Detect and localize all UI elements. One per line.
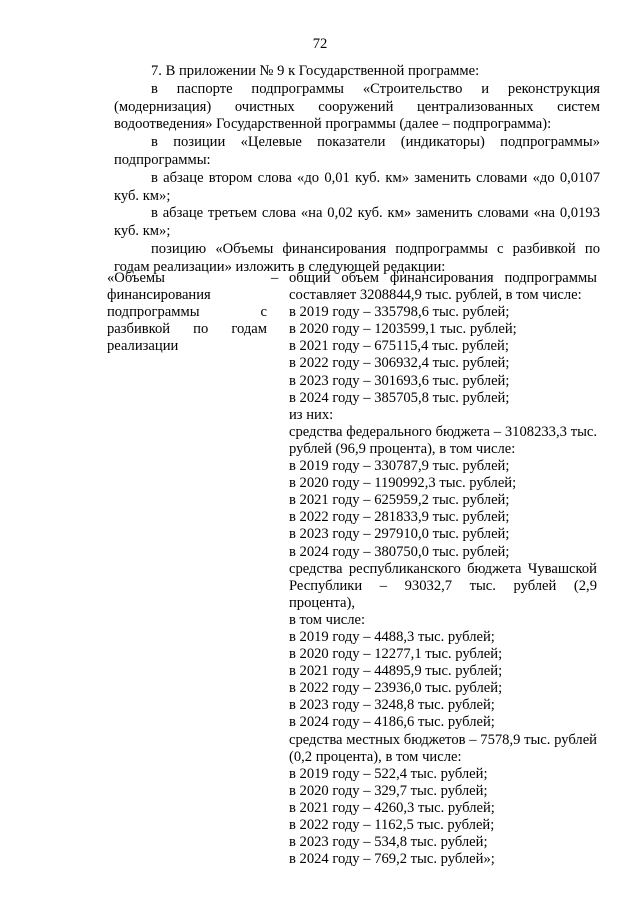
list-item: в 2021 году – 675115,4 тыс. рублей;: [289, 338, 509, 355]
total-years-list: [289, 304, 597, 407]
local-years-list: [289, 766, 597, 869]
local-budget: средства местных бюджетов – 7578,9 тыс. рублей (0,2 процента), в том числе:: [289, 731, 597, 765]
list-item: в 2024 году – 769,2 тыс. рублей»;: [289, 851, 495, 868]
list-item: в 2022 году – 1162,5 тыс. рублей;: [289, 817, 495, 833]
republic-budget-tail: в том числе:: [289, 611, 366, 628]
funding-table-content: [289, 270, 597, 868]
list-item: в 2024 году – 4186,6 тыс. рублей;: [289, 714, 495, 731]
funding-table-dash: –: [271, 270, 279, 286]
paragraph-second-abstract: в абзаце втором слова «до 0,01 куб. км» заменить словами «до 0,0107 куб. км»;: [114, 169, 600, 204]
republic-years-list: [289, 629, 597, 732]
list-item: в 2021 году – 4260,3 тыс. рублей;: [289, 799, 495, 816]
funding-table-label: «Объемы финансирования подпрограммы с разбивкой по годам реализации: [107, 270, 267, 355]
of-which-label: из них:: [289, 406, 334, 423]
list-item: в 2019 году – 330787,9 тыс. рублей;: [289, 458, 510, 475]
list-item: в 2019 году – 522,4 тыс. рублей;: [289, 765, 488, 782]
total-funding: общий объем финансирования подпрограммы составляет 3208844,9 тыс. рублей, в том числе:: [289, 270, 597, 304]
list-item: в 2021 году – 44895,9 тыс. рублей;: [289, 663, 503, 680]
list-item: в 2023 году – 301693,6 тыс. рублей;: [289, 372, 510, 389]
republic-budget: средства республиканского бюджета Чувашской Республики – 93032,7 тыс. рублей (2,9 процента),: [289, 560, 597, 611]
page-number: 72: [312, 36, 328, 52]
list-item: в 2022 году – 23936,0 тыс. рублей;: [289, 680, 503, 697]
list-item: в 2020 году – 12277,1 тыс. рублей;: [289, 646, 503, 663]
list-item: в 2019 году – 335798,6 тыс. рублей;: [289, 304, 510, 321]
paragraph-third-abstract: в абзаце третьем слова «на 0,02 куб. км» заменить словами «на 0,0193 куб. км»;: [114, 205, 600, 240]
list-item: в 2020 году – 329,7 тыс. рублей;: [289, 782, 488, 799]
list-item: в 2020 году – 1190992,3 тыс. рублей;: [289, 475, 517, 492]
paragraph-target-indicators: в позиции «Целевые показатели (индикаторы) подпрограммы» подпрограммы:: [114, 134, 600, 168]
federal-budget: средства федерального бюджета – 3108233,3 тыс. рублей (96,9 процента), в том числе:: [289, 423, 597, 457]
amendment-text: [114, 63, 600, 277]
list-item: в 2024 году – 385705,8 тыс. рублей;: [289, 389, 510, 406]
list-item: в 2023 году – 534,8 тыс. рублей;: [289, 834, 488, 851]
list-item: в 2020 году – 1203599,1 тыс. рублей;: [289, 321, 517, 338]
list-item: в 2021 году – 625959,2 тыс. рублей;: [289, 492, 510, 509]
list-item: в 2022 году – 281833,9 тыс. рублей;: [289, 509, 510, 526]
list-item: в 2023 году – 297910,0 тыс. рублей;: [289, 526, 510, 543]
paragraph-item-7: 7. В приложении № 9 к Государственной программе:: [151, 63, 480, 79]
federal-years-list: [289, 458, 597, 561]
paragraph-passport: в паспорте подпрограммы «Строительство и реконструкция (модернизация) очистных сооружений централизованных систем водоотведения» Государственной программы (далее – подпрограмма):: [114, 80, 600, 133]
list-item: в 2022 году – 306932,4 тыс. рублей;: [289, 355, 510, 372]
list-item: в 2023 году – 3248,8 тыс. рублей;: [289, 697, 495, 714]
paragraph-funding-position: позицию «Объемы финансирования подпрограммы с разбивкой по годам реализации» изложить в следующей редакции:: [114, 240, 600, 275]
list-item: в 2024 году – 380750,0 тыс. рублей;: [289, 543, 510, 560]
list-item: в 2019 году – 4488,3 тыс. рублей;: [289, 628, 495, 645]
